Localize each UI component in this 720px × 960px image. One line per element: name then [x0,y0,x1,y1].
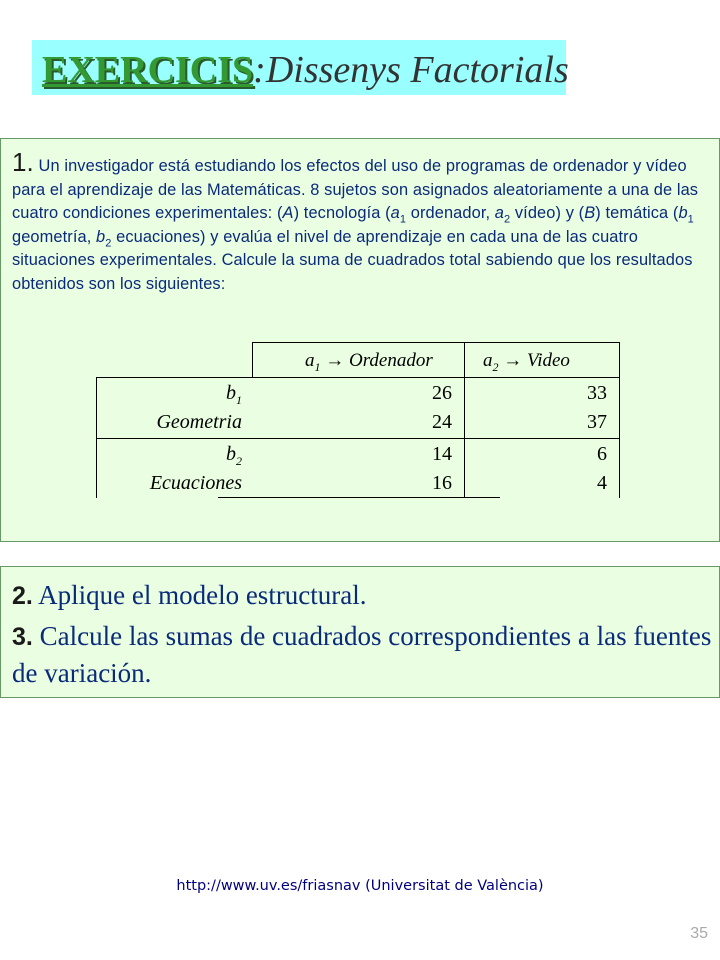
footer-link[interactable]: http://www.uv.es/friasnav (Universitat de València) [176,878,544,894]
exercise-1-box [0,138,720,542]
row-group-2-name: Ecuaciones [149,472,242,494]
exercise-3-text [12,618,717,691]
col-header-sub: 2 [492,359,499,374]
row-sub: 2 [236,454,242,468]
text-segment: Un investigador está estudiando los efectos del uso de programas de ordenador y vídeo para el aprendizaje de las Matemáticas. 8 sujetos son asignados aleatoriamente a una de las cuatro condiciones experimentales: ( [12,157,699,222]
col-header-sub: 1 [314,359,321,374]
table-cell: 24 [432,411,452,433]
exercise-2-body: Aplique el modelo estructural. [32,580,367,610]
row-sub: 1 [236,393,242,407]
level-b2-var: b [96,227,106,246]
exercise-3-number: 3. [12,623,33,651]
level-b1-var: b [678,204,688,222]
title-prefix: EXERCICIS [42,49,254,91]
table-cell: 33 [587,382,607,404]
text-segment: geometría, [12,227,97,246]
text-segment: ) tecnología ( [293,204,391,222]
level-b1-sub: 1 [687,213,694,226]
page-title [42,50,569,90]
col-header-label: Ordenador [349,350,433,371]
text-segment: ) temática ( [595,204,679,222]
row-var: b [226,443,236,465]
table-cell: 4 [597,472,607,494]
table-cell: 14 [432,443,452,465]
col-header-var: a [305,350,315,371]
exercise-2-number: 2. [12,582,33,610]
page-number: 35 [690,925,708,942]
factor-b-label: B [584,204,596,222]
text-segment: vídeo) y ( [510,204,585,222]
table-cell: 6 [597,443,607,465]
exercise-3-body: Calcule las sumas de cuadrados correspondientes a las fuentes de variación. [12,621,712,688]
exercise-1-number: 1. [12,147,34,177]
arrow-icon: → [325,350,345,371]
col-header-label: Video [527,350,570,371]
level-a1-sub: 1 [399,213,407,226]
text-segment: ecuaciones) y evalúa el nivel de aprendizaje en cada una de las cuatro situaciones experimentales. Calcule la suma de cuadrados total sabiendo que los resultados obtenidos son los siguientes: [12,227,693,293]
row-var: b [226,382,236,404]
factor-a-label: A [282,204,294,222]
exercise-2-3-box [0,566,720,698]
table-cell: 26 [432,382,452,404]
level-a2-sub: 2 [504,213,511,226]
level-a2-var: a [494,204,505,222]
text-segment: ordenador, [406,204,495,222]
col-header-var: a [483,350,493,371]
level-a1-var: a [390,204,400,222]
exercise-2-text [12,577,717,614]
title-suffix: :Dissenys Factorials [253,49,569,91]
table-cell: 16 [432,472,452,494]
exercise-1-text [12,147,712,296]
level-b2-sub: 2 [105,236,112,249]
table-cell: 37 [587,411,607,433]
row-group-1-name: Geometria [156,411,242,433]
arrow-icon: → [503,350,523,371]
title-banner [32,40,569,95]
